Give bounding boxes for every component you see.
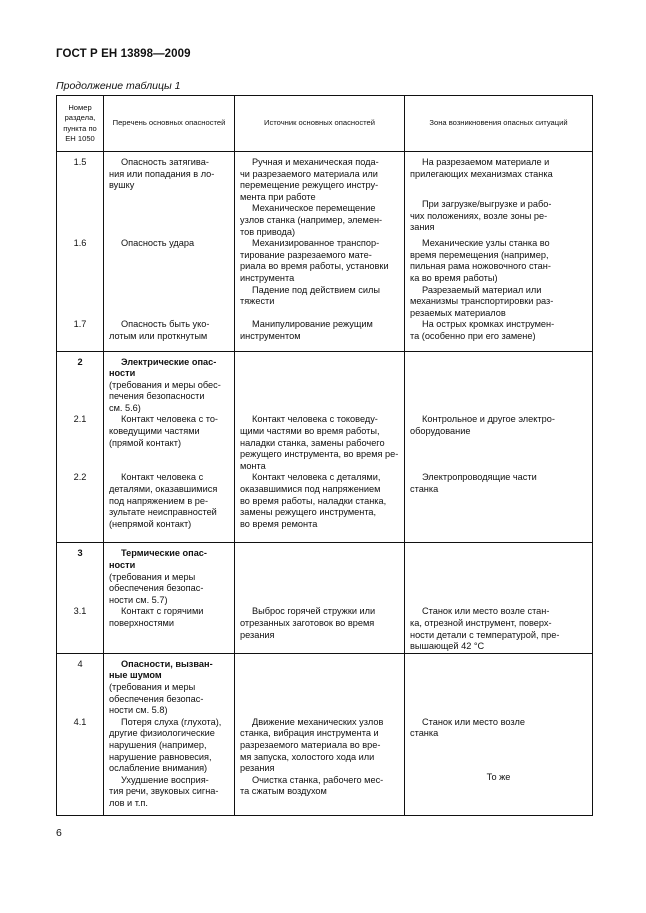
row-number: 4.1 [57,717,104,816]
source-text: Ручная и механическая пода- чи разрезаемого материала или перемещение режущего инстру- мента при работе [240,157,379,202]
table-row [57,152,593,239]
row-number: 2.2 [57,472,104,542]
hazard-text: Опасность быть уко- лотым или проткнутым [109,319,210,341]
source-text: Очистка станка, рабочего мес- та сжатым воздухом [240,774,384,797]
source-text: Контакт человека с токоведу- щими частями во время работы, наладки станка, замены рабочего режущего инструмента, во время ре- монта [240,414,399,471]
row-number: 2.1 [57,414,104,472]
section-number: 3 [57,543,104,606]
table-row [57,606,593,653]
hazards-table [56,95,593,816]
zone-text: Разрезаемый материал или механизмы транспортировки раз- резаемых материалов [410,284,554,318]
table-row [57,319,593,351]
section-note: (требования и меры обеспечения безопас- ности см. 5.8) [109,681,204,716]
table-row [57,472,593,542]
zone-text: Механические узлы станка во время перемещения (например, пильная рама ножовочного стан- ка во время работы) [410,238,551,283]
header-section-number: Номер раздела, пункта по ЕН 1050 [57,96,104,152]
table-row [57,238,593,319]
document-header: ГОСТ Р ЕН 13898—2009 [56,48,191,60]
section-number: 2 [57,351,104,414]
hazard-text: Контакт человека с деталями, оказавшимися под напряжением в ре- зультате неисправностей (непрямой контакт) [109,472,218,529]
section-note: (требования и меры обес- печения безопасности см. 5.6) [109,379,221,413]
zone-text: Контрольное и другое электро- оборудование [410,414,555,437]
section-number: 4 [57,653,104,716]
zone-text: Станок или место возле стан- ка, отрезной инструмент, поверх- ности детали с температурой, пре- вышающей 42 °С [410,606,560,652]
section-title: Электрические опас- ности [109,356,217,379]
table-row [57,414,593,472]
zone-text: На разрезаемом материале и прилегающих механизмах станка [410,157,553,179]
zone-text: Электропроводящие части станка [410,472,537,495]
page-number: 6 [56,827,62,839]
row-number: 1.7 [57,319,104,351]
hazard-text: Контакт человека с то- коведущими частями (прямой контакт) [109,414,218,448]
header-danger-zone: Зона возникновения опасных ситуаций [405,96,593,152]
table-header-row [57,96,593,152]
source-text: Контакт человека с деталями, оказавшимися под напряжением во время работы, наладки станка, замены режущего инструмента, во время ремонта [240,472,387,529]
hazard-text: Контакт с горячими поверхностями [109,606,204,628]
hazard-text: Потеря слуха (глухота), другие физиологические нарушения (например, нарушение равновесия, ослабление внимания) [109,716,222,774]
header-hazard-source: Источник основных опасностей [235,96,405,152]
zone-text: При загрузке/выгрузке и рабо- чих положениях, возле зоны ре- зания [410,199,552,233]
row-number: 1.6 [57,238,104,319]
hazard-text: Опасность затягива- ния или попадания в ло- вушку [109,157,215,191]
source-text: Падение под действием силы тяжести [240,284,380,307]
zone-text: Станок или место возле станка [410,716,525,739]
hazard-text: Опасность удара [121,238,195,249]
zone-text: На острых кромках инструмен- та (особенно при его замене) [410,319,555,341]
zone-text: То же [486,771,511,782]
hazard-text: Ухудшение восприя- тия речи, звуковых сигна- лов и т.п. [109,774,219,808]
row-number: 3.1 [57,606,104,653]
section-note: (требования и меры обеспечения безопас- ности см. 5.7) [109,571,204,605]
source-text: Механическое перемещение узлов станка (например, элемен- тов привода) [240,203,383,237]
table-caption: Продолжение таблицы 1 [56,80,181,92]
section-title: Опасности, вызван- ные шумом [109,658,213,681]
source-text: Движение механических узлов станка, вибрация инструмента и разрезаемого материала во вре- мя запуска, холостого хода или резания [240,716,384,774]
source-text: Выброс горячей стружки или отрезанных заготовок во время резания [240,606,376,640]
source-text: Механизированное транспор- тирование разрезаемого мате- риала во время работы, установки инструмента [240,238,389,283]
table-row [57,653,593,716]
table-row [57,717,593,816]
table-row [57,351,593,414]
source-text: Манипулирование режущим инструментом [240,319,373,341]
header-hazard-list: Перечень основных опасностей [104,96,235,152]
table-row [57,543,593,606]
section-title: Термические опас- ности [109,548,207,570]
row-number: 1.5 [57,152,104,239]
